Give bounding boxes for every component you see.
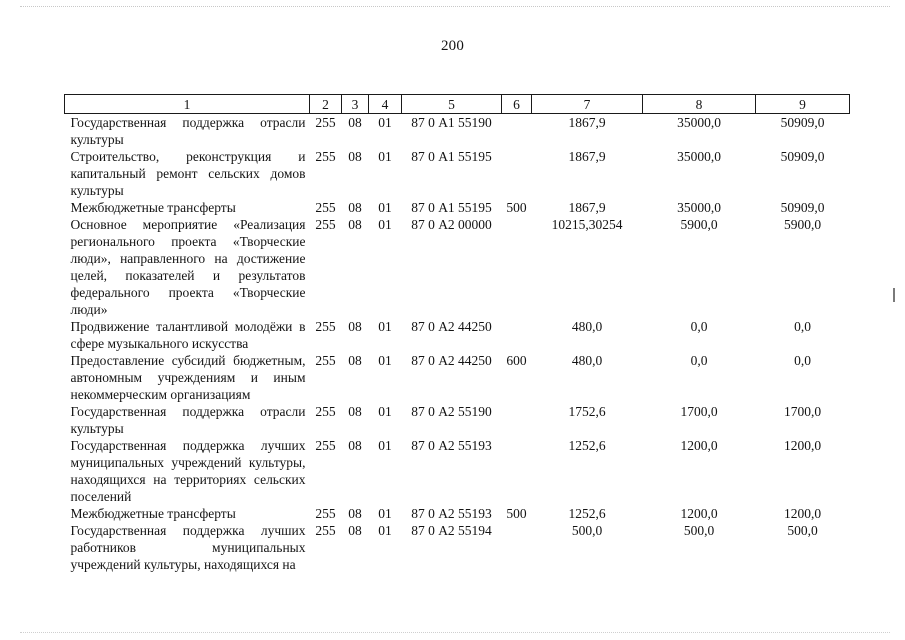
row-target-article: 87 0 А2 00000 bbox=[411, 217, 492, 232]
table-row bbox=[65, 199, 850, 216]
row-section-code: 08 bbox=[348, 506, 362, 521]
row-expense-type bbox=[502, 318, 532, 352]
budget-table bbox=[64, 94, 850, 573]
row-amount-col9: 0,0 bbox=[794, 319, 811, 334]
row-amount-col7: 500,0 bbox=[571, 523, 603, 538]
row-amount-col8: 1700,0 bbox=[680, 404, 718, 419]
table-row bbox=[65, 114, 850, 149]
row-subsection-code: 01 bbox=[378, 115, 392, 130]
row-ministry-code: 255 bbox=[315, 319, 336, 334]
row-amount-col8: 0,0 bbox=[690, 353, 708, 368]
row-subsection-code: 01 bbox=[378, 319, 392, 334]
row-target-article: 87 0 А1 55195 bbox=[411, 200, 492, 215]
row-expense-type bbox=[502, 148, 532, 199]
row-ministry-code: 255 bbox=[315, 506, 336, 521]
row-amount-col9: 1200,0 bbox=[783, 506, 822, 521]
row-name: Государственная поддержка лучших муниципальных учреждений культуры, находящихся на территориях сельских поселений bbox=[70, 438, 306, 504]
row-expense-type: 500 bbox=[506, 200, 527, 215]
row-subsection-code: 01 bbox=[378, 217, 392, 232]
row-amount-col7: 1252,6 bbox=[568, 506, 606, 521]
row-section-code: 08 bbox=[348, 200, 362, 215]
row-expense-type bbox=[502, 403, 532, 437]
header-col-5: 5 bbox=[402, 95, 502, 114]
row-amount-col9: 500,0 bbox=[787, 523, 818, 538]
row-section-code: 08 bbox=[348, 217, 362, 232]
row-target-article: 87 0 А2 55194 bbox=[411, 523, 492, 538]
row-ministry-code: 255 bbox=[315, 149, 336, 164]
row-subsection-code: 01 bbox=[378, 523, 392, 538]
row-amount-col9: 5900,0 bbox=[783, 217, 822, 232]
table-row bbox=[65, 403, 850, 437]
row-section-code: 08 bbox=[348, 319, 362, 334]
row-ministry-code: 255 bbox=[315, 200, 336, 215]
row-amount-col8: 500,0 bbox=[683, 523, 715, 538]
row-amount-col8: 1200,0 bbox=[680, 438, 718, 453]
header-col-4: 4 bbox=[369, 95, 402, 114]
table-row bbox=[65, 437, 850, 505]
scan-top-edge bbox=[20, 6, 890, 7]
row-ministry-code: 255 bbox=[315, 217, 336, 232]
row-subsection-code: 01 bbox=[378, 506, 392, 521]
row-ministry-code: 255 bbox=[315, 404, 336, 419]
row-subsection-code: 01 bbox=[378, 149, 392, 164]
header-col-8: 8 bbox=[643, 95, 756, 114]
header-col-6: 6 bbox=[502, 95, 532, 114]
header-col-3: 3 bbox=[342, 95, 369, 114]
row-expense-type bbox=[502, 114, 532, 149]
row-name: Строительство, реконструкция и капитальный ремонт сельских домов культуры bbox=[70, 149, 306, 198]
row-target-article: 87 0 А2 55193 bbox=[411, 506, 492, 521]
row-name: Государственная поддержка отрасли культуры bbox=[70, 115, 306, 147]
row-amount-col9: 50909,0 bbox=[780, 115, 825, 130]
table-row bbox=[65, 505, 850, 522]
scan-bottom-edge bbox=[20, 632, 890, 633]
row-amount-col8: 0,0 bbox=[690, 319, 708, 334]
row-amount-col8: 5900,0 bbox=[680, 217, 718, 232]
row-name: Продвижение талантливой молодёжи в сфере музыкального искусства bbox=[70, 319, 306, 351]
row-expense-type bbox=[502, 522, 532, 573]
row-amount-col9: 50909,0 bbox=[780, 200, 825, 215]
row-expense-type: 600 bbox=[506, 353, 527, 368]
row-section-code: 08 bbox=[348, 404, 362, 419]
row-section-code: 08 bbox=[348, 438, 362, 453]
scan-margin-mark bbox=[893, 288, 895, 302]
row-amount-col7: 1867,9 bbox=[568, 149, 606, 164]
row-name: Основное мероприятие «Реализация регионального проекта «Творческие люди», направленного на достижение целей, показателей и результатов федерального проекта «Творческие люди» bbox=[70, 217, 306, 317]
page-number: 200 bbox=[440, 38, 465, 54]
table-row bbox=[65, 522, 850, 573]
header-col-1: 1 bbox=[65, 95, 310, 114]
row-ministry-code: 255 bbox=[315, 115, 336, 130]
row-amount-col7: 1867,9 bbox=[568, 200, 606, 215]
row-subsection-code: 01 bbox=[378, 438, 392, 453]
row-amount-col7: 480,0 bbox=[571, 353, 603, 368]
row-amount-col7: 1867,9 bbox=[568, 115, 606, 130]
row-section-code: 08 bbox=[348, 149, 362, 164]
row-target-article: 87 0 А2 55193 bbox=[411, 438, 492, 453]
row-amount-col9: 1700,0 bbox=[783, 404, 822, 419]
row-target-article: 87 0 А1 55195 bbox=[411, 149, 492, 164]
row-ministry-code: 255 bbox=[315, 353, 336, 368]
row-expense-type bbox=[502, 437, 532, 505]
row-amount-col8: 35000,0 bbox=[677, 149, 721, 164]
row-target-article: 87 0 А2 55190 bbox=[411, 404, 492, 419]
row-name: Межбюджетные трансферты bbox=[70, 506, 236, 521]
table-row bbox=[65, 352, 850, 403]
row-section-code: 08 bbox=[348, 353, 362, 368]
row-target-article: 87 0 А2 44250 bbox=[411, 319, 492, 334]
row-amount-col9: 50909,0 bbox=[780, 149, 825, 164]
header-col-9: 9 bbox=[756, 95, 850, 114]
row-subsection-code: 01 bbox=[378, 404, 392, 419]
row-ministry-code: 255 bbox=[315, 438, 336, 453]
row-ministry-code: 255 bbox=[315, 523, 336, 538]
row-section-code: 08 bbox=[348, 115, 362, 130]
row-name: Государственная поддержка лучших работников муниципальных учреждений культуры, находящихся на bbox=[70, 523, 306, 572]
row-target-article: 87 0 А1 55190 bbox=[411, 115, 492, 130]
budget-table-container bbox=[64, 94, 849, 573]
row-section-code: 08 bbox=[348, 523, 362, 538]
header-row bbox=[65, 95, 850, 114]
row-amount-col8: 35000,0 bbox=[677, 115, 721, 130]
row-amount-col8: 1200,0 bbox=[680, 506, 718, 521]
row-amount-col9: 1200,0 bbox=[783, 438, 822, 453]
table-row bbox=[65, 216, 850, 318]
row-subsection-code: 01 bbox=[378, 200, 392, 215]
row-amount-col8: 35000,0 bbox=[677, 200, 721, 215]
row-expense-type: 500 bbox=[506, 506, 527, 521]
table-row bbox=[65, 318, 850, 352]
row-amount-col9: 0,0 bbox=[794, 353, 811, 368]
row-expense-type bbox=[502, 216, 532, 318]
row-amount-col7: 480,0 bbox=[571, 319, 603, 334]
table-header bbox=[65, 95, 850, 114]
row-name: Предоставление субсидий бюджетным, автономным учреждениям и иным некоммерческим организациям bbox=[70, 353, 306, 402]
table-row bbox=[65, 148, 850, 199]
row-subsection-code: 01 bbox=[378, 353, 392, 368]
row-name: Межбюджетные трансферты bbox=[70, 200, 236, 215]
row-amount-col7: 10215,30254 bbox=[551, 217, 623, 232]
table-body bbox=[65, 114, 850, 574]
row-amount-col7: 1752,6 bbox=[568, 404, 606, 419]
header-col-2: 2 bbox=[310, 95, 342, 114]
row-amount-col7: 1252,6 bbox=[568, 438, 606, 453]
row-target-article: 87 0 А2 44250 bbox=[411, 353, 492, 368]
row-name: Государственная поддержка отрасли культуры bbox=[70, 404, 306, 436]
header-col-7: 7 bbox=[532, 95, 643, 114]
